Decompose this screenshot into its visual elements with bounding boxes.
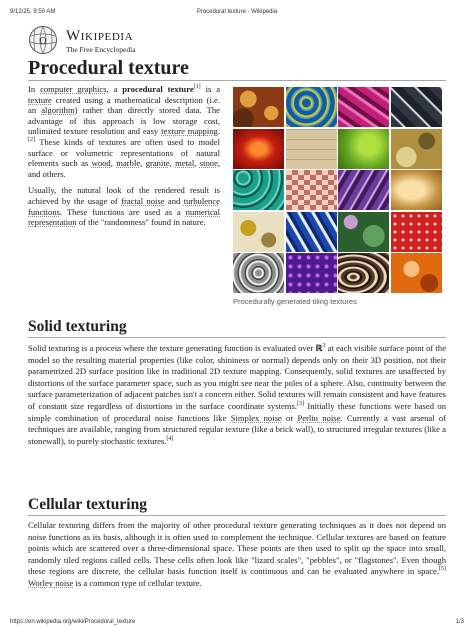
heading-cellular-texturing: Cellular texturing [28, 496, 147, 513]
tile-purple-veins [338, 170, 389, 210]
tile-red-dots [391, 212, 442, 252]
print-datetime: 9/12/25, 9:50 AM [10, 9, 56, 15]
print-tab-title: Procedural texture - Wikipedia [196, 9, 278, 15]
tile-lichen-stone [391, 129, 442, 169]
link-texture[interactable]: texture [28, 94, 52, 105]
link-texture-mapping[interactable]: texture mapping [161, 126, 218, 137]
link-metal[interactable]: metal [175, 158, 195, 169]
wikipedia-wordmark: WIKIPEDIA [66, 28, 134, 44]
citation-3[interactable]: [3] [296, 401, 304, 408]
tile-red-lava [233, 129, 284, 169]
link-fractal-noise[interactable]: fractal noise [121, 195, 165, 206]
tile-sand-blocks [286, 129, 337, 169]
print-page-number: 1/3 [455, 619, 464, 625]
print-footer [10, 619, 464, 625]
tile-magenta-voronoi [338, 87, 389, 127]
cellular-divider [28, 515, 446, 516]
citation-5[interactable]: [5] [439, 566, 446, 573]
link-wood[interactable]: wood [91, 158, 111, 169]
intro-paragraph-1: In computer graphics, a procedural texture[1] is a texture created using a mathematical description (i.e. an algorithm) rather than directly stored data. The advantage of this approach is low storage cost, unlimited texture resolution and easy texture mapping.[2] These kinds of textures are often used to model surface or volumetric representations of natural elements such as wood, marble, granite, metal, stone, and others. [28, 84, 221, 179]
print-url: https://en.wikipedia.org/wiki/Procedural_texture [10, 619, 136, 625]
texture-figure [233, 87, 446, 306]
tile-blue-flow [286, 212, 337, 252]
link-numerical-representation[interactable]: numerical representation [28, 206, 220, 228]
tile-purple-dots [286, 253, 337, 293]
link-computer-graphics[interactable]: computer graphics [40, 84, 107, 94]
tile-blue-caustics [286, 87, 337, 127]
tile-orange-crust [391, 253, 442, 293]
title-divider [28, 80, 446, 81]
svg-text:Ω: Ω [39, 37, 47, 47]
wikipedia-tagline: The Free Encyclopedia [66, 45, 136, 54]
cellular-paragraph: Cellular texturing differs from the majority of other procedural texture generating techniques as it does not depend on noise functions as its basis, although it is often used to complement the technique. Cellular textures are based on feature points which are scattered over a three-dimensional space. These points are then used to split up the space into small, randomly tiled regions called cells. These cells often look like "lizard scales", "pebbles", or "flagstones". Even though these regions are discrete, the cellular basis function itself is continuous and can be evaluated anywhere in space.[5] Worley noise is a common type of cellular texture. [28, 520, 446, 588]
intro-section [28, 84, 220, 234]
link-perlin-noise[interactable]: Perlin noise [297, 412, 341, 423]
link-granite[interactable]: granite [145, 158, 170, 169]
tile-brick-checker [286, 170, 337, 210]
citation-2[interactable]: [2] [28, 137, 35, 144]
puzzle-globe-icon [28, 25, 58, 55]
texture-tile-grid[interactable] [233, 87, 446, 293]
citation-1[interactable]: [1] [193, 84, 201, 91]
tile-green-grass [338, 129, 389, 169]
tile-yellow-splotch [233, 212, 284, 252]
tile-rust-cells [233, 87, 284, 127]
page-title: Procedural texture [28, 57, 189, 79]
tile-steel-plates [391, 87, 442, 127]
link-algorithm[interactable]: algorithm [41, 105, 75, 116]
tile-teal-cells [233, 170, 284, 210]
heading-solid-texturing: Solid texturing [28, 318, 127, 335]
figure-caption: Procedurally generated tiling textures [233, 297, 357, 306]
tile-green-pebbles [338, 212, 389, 252]
solid-paragraph: Solid texturing is a process where the texture generating function is evaluated over ℝ$^3$ at each visible surface point of the model so the resulting material properties (like color, shininess or normal) depends only on their 3D position, not their parametrized 2D surface position like in traditional 2D texture mapping. Consequently, solid textures are unaffected by distortions of the surface parameter space, such as you might see near the poles of a sphere. Also, continuity between the surface parameterization of adjacent patches isn't a concern either. Solid textures will remain consistent and have features of constant size regardless of distortions in the surface coordinate systems.[3] Initially these functions were based on simple combination of procedural noise functions like Simplex noise or Perlin noise. Currently a vast arsenal of techniques are available, ranging from structured regular texture (like a brick wall), to structured irregular textures (like a stonewall), to purely stochastic textures.[4] [28, 343, 447, 446]
link-turbulence-functions[interactable]: turbulence functions [28, 195, 220, 217]
tile-swirl-pattern [338, 253, 389, 293]
link-stone[interactable]: stone [199, 158, 218, 169]
tile-silver-rings [233, 253, 284, 293]
math-r3: ℝ$^3$ [315, 343, 326, 353]
link-marble[interactable]: marble [116, 158, 141, 169]
citation-4[interactable]: [4] [166, 435, 174, 442]
tile-golden-stone [391, 170, 442, 210]
solid-divider [28, 337, 446, 338]
intro-paragraph-2: Usually, the natural look of the rendered result is achieved by the usage of fractal noise and turbulence functions. These functions are used as a numerical representation of the "randomness" found in nature. [28, 185, 220, 228]
link-simplex-noise[interactable]: Simplex noise [230, 412, 282, 423]
link-worley-noise[interactable]: Worley noise [28, 577, 74, 588]
